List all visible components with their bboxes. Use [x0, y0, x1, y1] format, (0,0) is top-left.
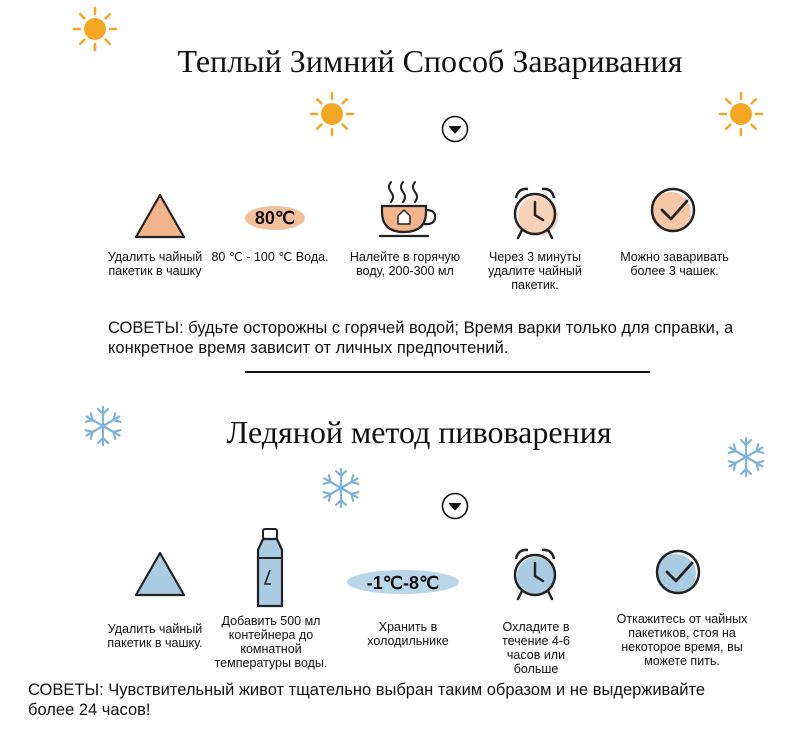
- cold-step-3-label: Хранить в холодильнике: [367, 620, 449, 648]
- warm-step-2-label: 80 ℃ - 100 ℃ Вода.: [211, 250, 329, 264]
- chevron-down-icon: [441, 492, 469, 520]
- check-circle-icon: [645, 186, 701, 238]
- check-circle-icon: [650, 548, 706, 600]
- temperature-badge: [240, 200, 310, 234]
- section-divider: [245, 371, 650, 373]
- cold-step-4-label: Охладите в течение 4-6 часов или больше: [502, 620, 570, 676]
- sun-icon: [307, 89, 357, 139]
- cold-step-1-label: Удалить чайный пакетик в чашку.: [107, 622, 203, 650]
- warm-step-3-label: Налейте в горячую воду, 200-300 мл: [349, 250, 461, 278]
- warm-tips: СОВЕТЫ: будьте осторожны с горячей водой; Время варки только для справки, а конкретное время зависит от личных предпочтений.: [108, 319, 734, 357]
- triangle-icon: [132, 548, 188, 600]
- warm-step-5-label: Можно заваривать более 3 чашек.: [620, 250, 729, 278]
- temp-badge-text: -1℃-8℃: [366, 573, 440, 593]
- snowflake-icon: [318, 465, 364, 511]
- warm-step-1-label: Удалить чайный пакетик в чашку: [107, 250, 203, 278]
- temperature-badge: [340, 565, 466, 599]
- temp-badge-text: 80℃: [254, 208, 296, 228]
- cold-title: Ледяной метод пивоварения: [226, 414, 612, 450]
- cold-tips: СОВЕТЫ: Чувствительный живот тщательно выбран таким образом и не выдерживайте более 24 часов!: [28, 681, 706, 719]
- cold-step-5-label: Откажитесь от чайных пакетиков, стоя на некоторое время, вы можете пить.: [616, 612, 748, 668]
- alarm-clock-icon: [506, 184, 564, 242]
- warm-title: Теплый Зимний Способ Заваривания: [177, 43, 683, 79]
- warm-step-4-label: Через 3 минуты удалите чайный пакетик.: [488, 250, 582, 292]
- cold-step-2-label: Добавить 500 мл контейнера до комнатной температуры воды.: [214, 614, 328, 670]
- water-bottle-icon: [249, 526, 291, 612]
- chevron-down-icon: [441, 115, 469, 143]
- alarm-clock-icon: [506, 545, 564, 603]
- sun-icon: [716, 89, 766, 139]
- tea-cup-icon: [378, 178, 438, 240]
- triangle-icon: [132, 190, 188, 242]
